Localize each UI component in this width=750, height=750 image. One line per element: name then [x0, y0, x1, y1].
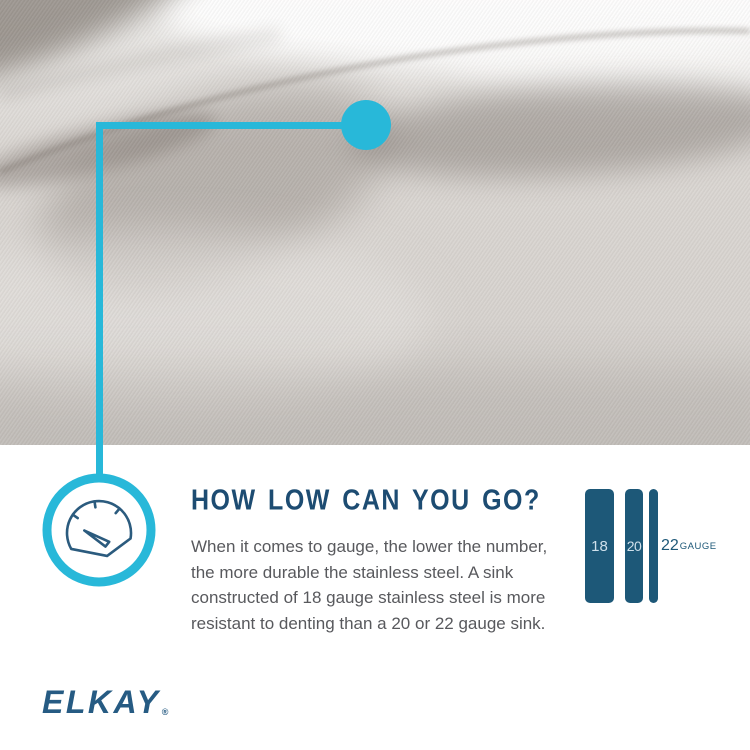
gauge-bar-20: [625, 489, 643, 603]
badge-ring: [47, 478, 151, 582]
body-text-line: resistant to denting than a 20 or 22 gauge sink.: [191, 613, 546, 633]
body-text: [191, 534, 547, 636]
callout-line-horizontal: [96, 122, 366, 129]
gauge-bar-label: 18: [591, 537, 608, 555]
body-text-line: the more durable the stainless steel. A sink: [191, 562, 514, 582]
brand-name: ELKAY: [42, 684, 161, 720]
gauge-bar-label: 20: [626, 538, 642, 554]
gauge-bar-22: [649, 489, 658, 603]
headline: HOW LOW CAN YOU GO?: [191, 484, 541, 517]
gauge-bar-18: [585, 489, 614, 603]
legend-number: 22: [661, 537, 679, 554]
gauge-badge: [39, 470, 159, 590]
gauge-legend: [661, 489, 717, 603]
legend-unit: GAUGE: [679, 540, 717, 552]
brand-logo: [42, 686, 168, 718]
body-text-line: constructed of 18 gauge stainless steel is more: [191, 588, 546, 607]
registered-mark: ®: [161, 707, 169, 717]
body-text-line: When it comes to gauge, the lower the number,: [191, 537, 548, 556]
callout-line-vertical: [96, 122, 103, 478]
